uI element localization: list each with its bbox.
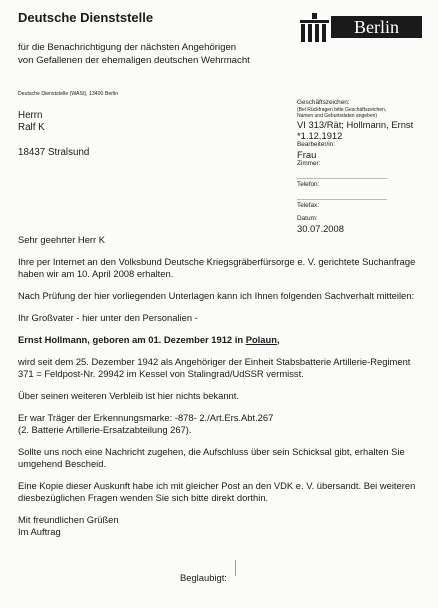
return-address: Deutsche Dienststelle (WASt), 13400 Berlin — [18, 91, 119, 97]
recipient-city: 18437 Stralsund — [18, 147, 90, 158]
recipient-salutation: Herrn — [18, 110, 43, 121]
berlin-gate-icon — [298, 10, 332, 44]
date-value: 30.07.2008 — [297, 223, 344, 234]
closing-2: Im Auftrag — [18, 526, 61, 537]
ref-value-2: *1.12.1912 — [297, 130, 343, 141]
ref-note-2: Namen und Geburtsdaten angeben) — [297, 113, 378, 119]
paragraph-inquiry: Ihre per Internet an den Volksbund Deutsche Kriegsgräberfürsorge e. V. gerichtete Suchanfrage haben wir am 10. April 2008 erhalten. — [18, 256, 416, 279]
closing-1: Mit freundlichen Grüßen — [18, 514, 119, 525]
recipient-address — [18, 110, 45, 134]
clerk-value: Frau — [297, 149, 317, 160]
date-label: Datum: — [297, 215, 318, 222]
paragraph-copy: Eine Kopie dieser Auskunft habe ich mit gleicher Post an den VDK e. V. übersandt. Bei weiteren diesbezüglichen Fragen wenden Sie sich bitte direkt dorthin. — [18, 480, 416, 503]
ref-label: Geschäftszeichen: — [297, 99, 350, 106]
paragraph-tag — [18, 412, 422, 436]
org-name: Deutsche Dienststelle — [18, 10, 154, 25]
room-label: Zimmer: — [297, 160, 321, 167]
person-name-birth: Ernst Hollmann, geboren am 01. Dezember 1912 in — [18, 334, 246, 345]
tag-line-2: (2. Batterie Artillerie-Ersatzabteilung 267). — [18, 424, 192, 435]
signature-mark — [235, 560, 236, 576]
fax-label: Telefax: — [297, 202, 320, 209]
org-description-line-2: von Gefallenen der ehemaligen deutschen Wehrmacht — [18, 55, 250, 66]
ref-note-1: (Bei Rückfragen bitte Geschäftszeichen, — [297, 107, 387, 113]
paragraph-missing: wird seit dem 25. Dezember 1942 als Angehöriger der Einheit Stabsbatterie Artillerie-Regiment 371 = Feldpost-Nr. 29942 im Kessel von Stalingrad/UdSSR vermisst. — [18, 356, 411, 379]
berlin-logo — [298, 10, 422, 44]
room-field — [297, 168, 387, 179]
clerk-label: Bearbeiter/in: — [297, 141, 336, 148]
certified-label: Beglaubigt: — [180, 572, 227, 583]
org-description — [18, 41, 250, 67]
phone-label: Telefon: — [297, 181, 320, 188]
reference-block — [297, 99, 427, 234]
ref-value-1: VI 313/Rät; Hollmann, Ernst — [297, 119, 414, 130]
person-line — [18, 334, 422, 346]
recipient-name: Ralf K — [18, 122, 45, 133]
paragraph-review: Nach Prüfung der hier vorliegenden Unterlagen kann ich Ihnen folgenden Sachverhalt mitteilen: — [18, 290, 415, 301]
greeting: Sehr geehrter Herr K — [18, 234, 106, 245]
org-description-line-1: für die Benachrichtigung der nächsten Angehörigen — [18, 42, 237, 53]
person-line-end: , — [276, 334, 280, 345]
phone-field — [297, 189, 387, 200]
paragraph-notice: Sollte uns noch eine Nachricht zugehen, die Aufschluss über sein Schicksal gibt, erhalten Sie umgehend Bescheid. — [18, 446, 405, 469]
person-birthplace: Polaun — [245, 334, 277, 345]
paragraph-whereabouts: Über seinen weiteren Verbleib ist hier nichts bekannt. — [18, 390, 239, 401]
tag-line-1: Er war Träger der Erkennungsmarke: -878- 2./Art.Ers.Abt.267 — [18, 412, 274, 423]
paragraph-grandfather: Ihr Großvater - hier unter den Personalien - — [18, 312, 198, 323]
letter-body — [18, 234, 422, 538]
berlin-logo-text: Berlin — [331, 16, 422, 38]
